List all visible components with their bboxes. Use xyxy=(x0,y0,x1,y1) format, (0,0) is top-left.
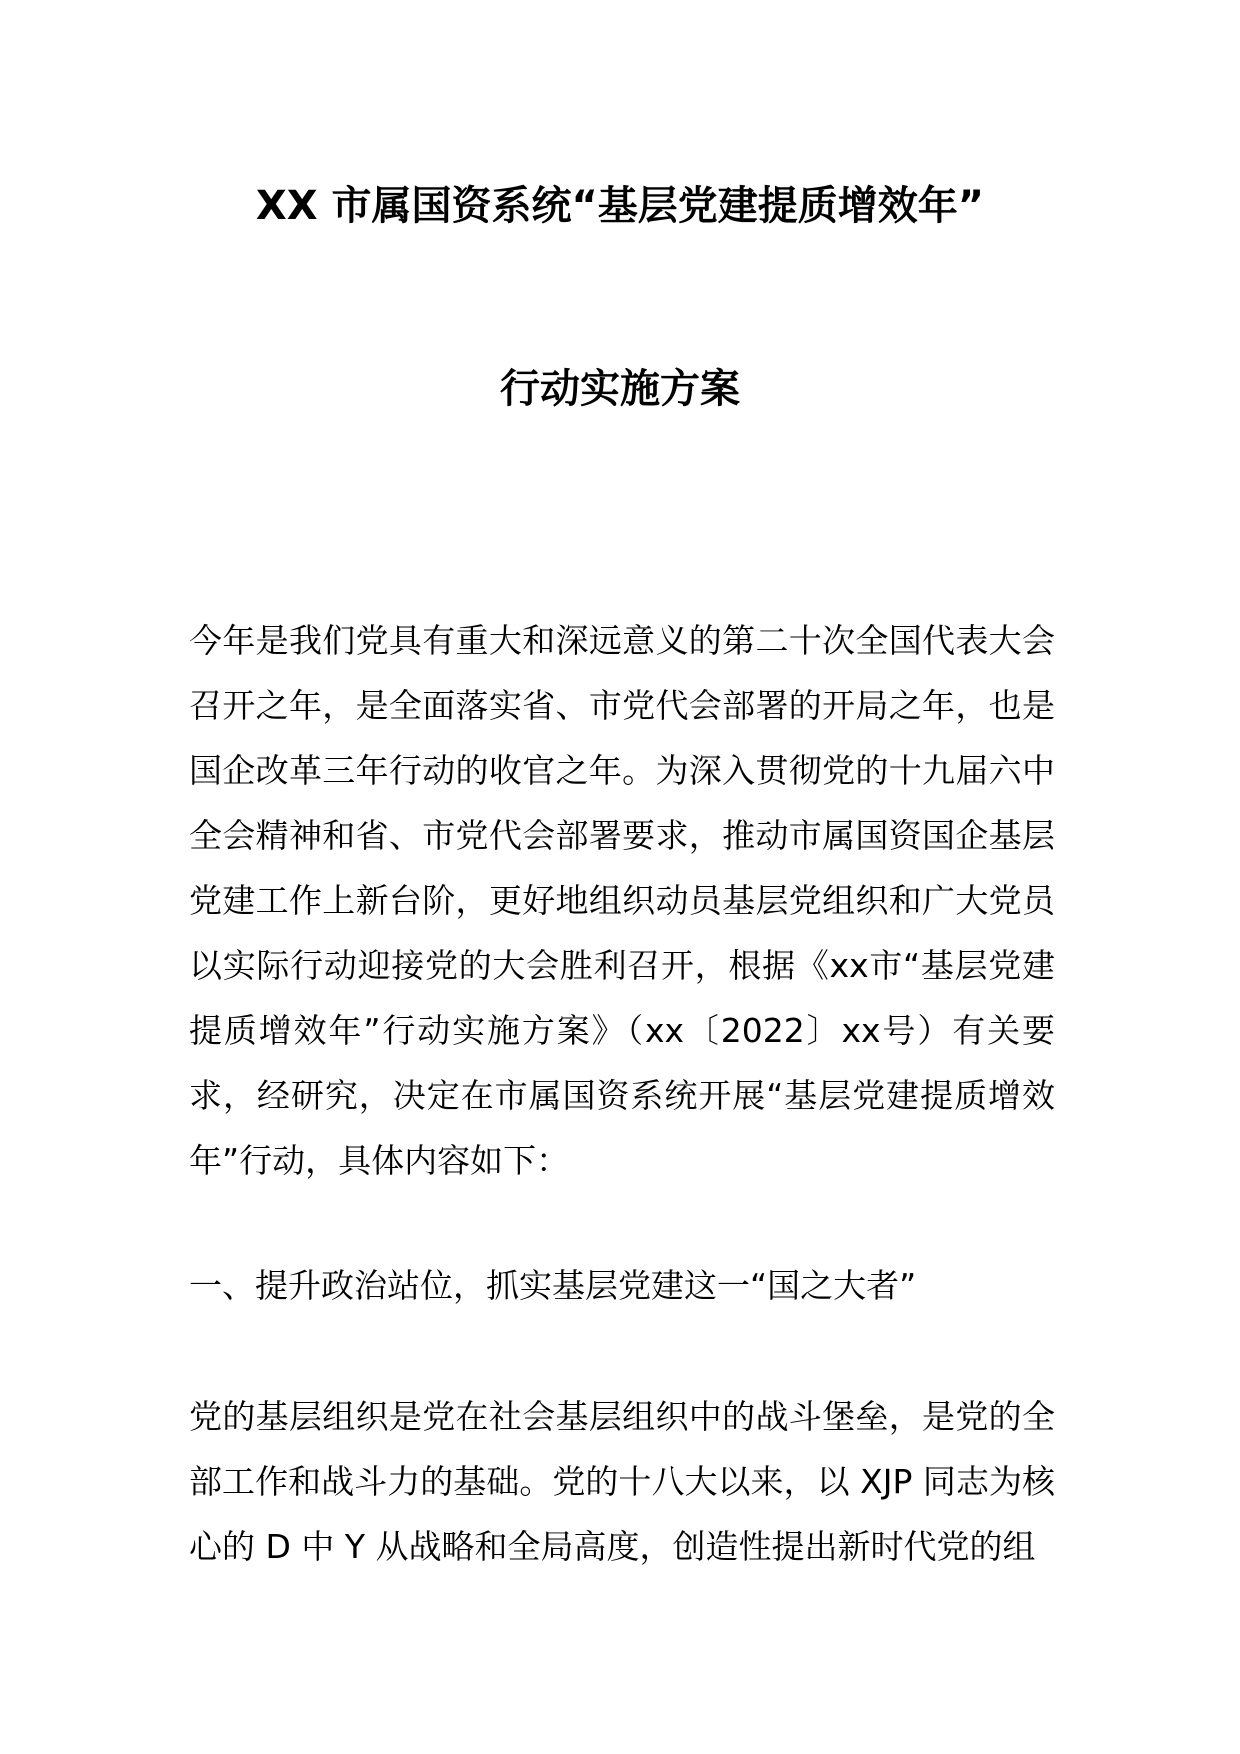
document-title-line-1: XX 市属国资系统“基层党建提质增效年” xyxy=(255,183,985,229)
document-title-line-2: 行动实施方案 xyxy=(500,366,740,412)
section-1-heading: 一、提升政治站位，抓实基层党建这一“国之大者” xyxy=(189,1266,917,1305)
intro-paragraph: 今年是我们党具有重大和深远意义的第二十次全国代表大会召开之年，是全面落实省、市党代会部署的开局之年，也是国企改革三年行动的收官之年。为深入贯彻党的十九届六中全会精神和省、市党代会部署要求，推动市属国资国企基层党建工作上新台阶，更好地组织动员基层党组织和广大党员以实际行动迎接党的大会胜利召开，根据《xx市“基层党建提质增效年”行动实施方案》（xx〔2022〕xx号）有关要求，经研究，决定在市属国资系统开展“基层党建提质增效年”行动，具体内容如下： xyxy=(189,621,1055,1180)
section-1-paragraph: 党的基层组织是党在社会基层组织中的战斗堡垒，是党的全部工作和战斗力的基础。党的十八大以来，以 XJP 同志为核心的 D 中 Y 从战略和全局高度，创造性提出新时代党的组 xyxy=(189,1397,1055,1566)
